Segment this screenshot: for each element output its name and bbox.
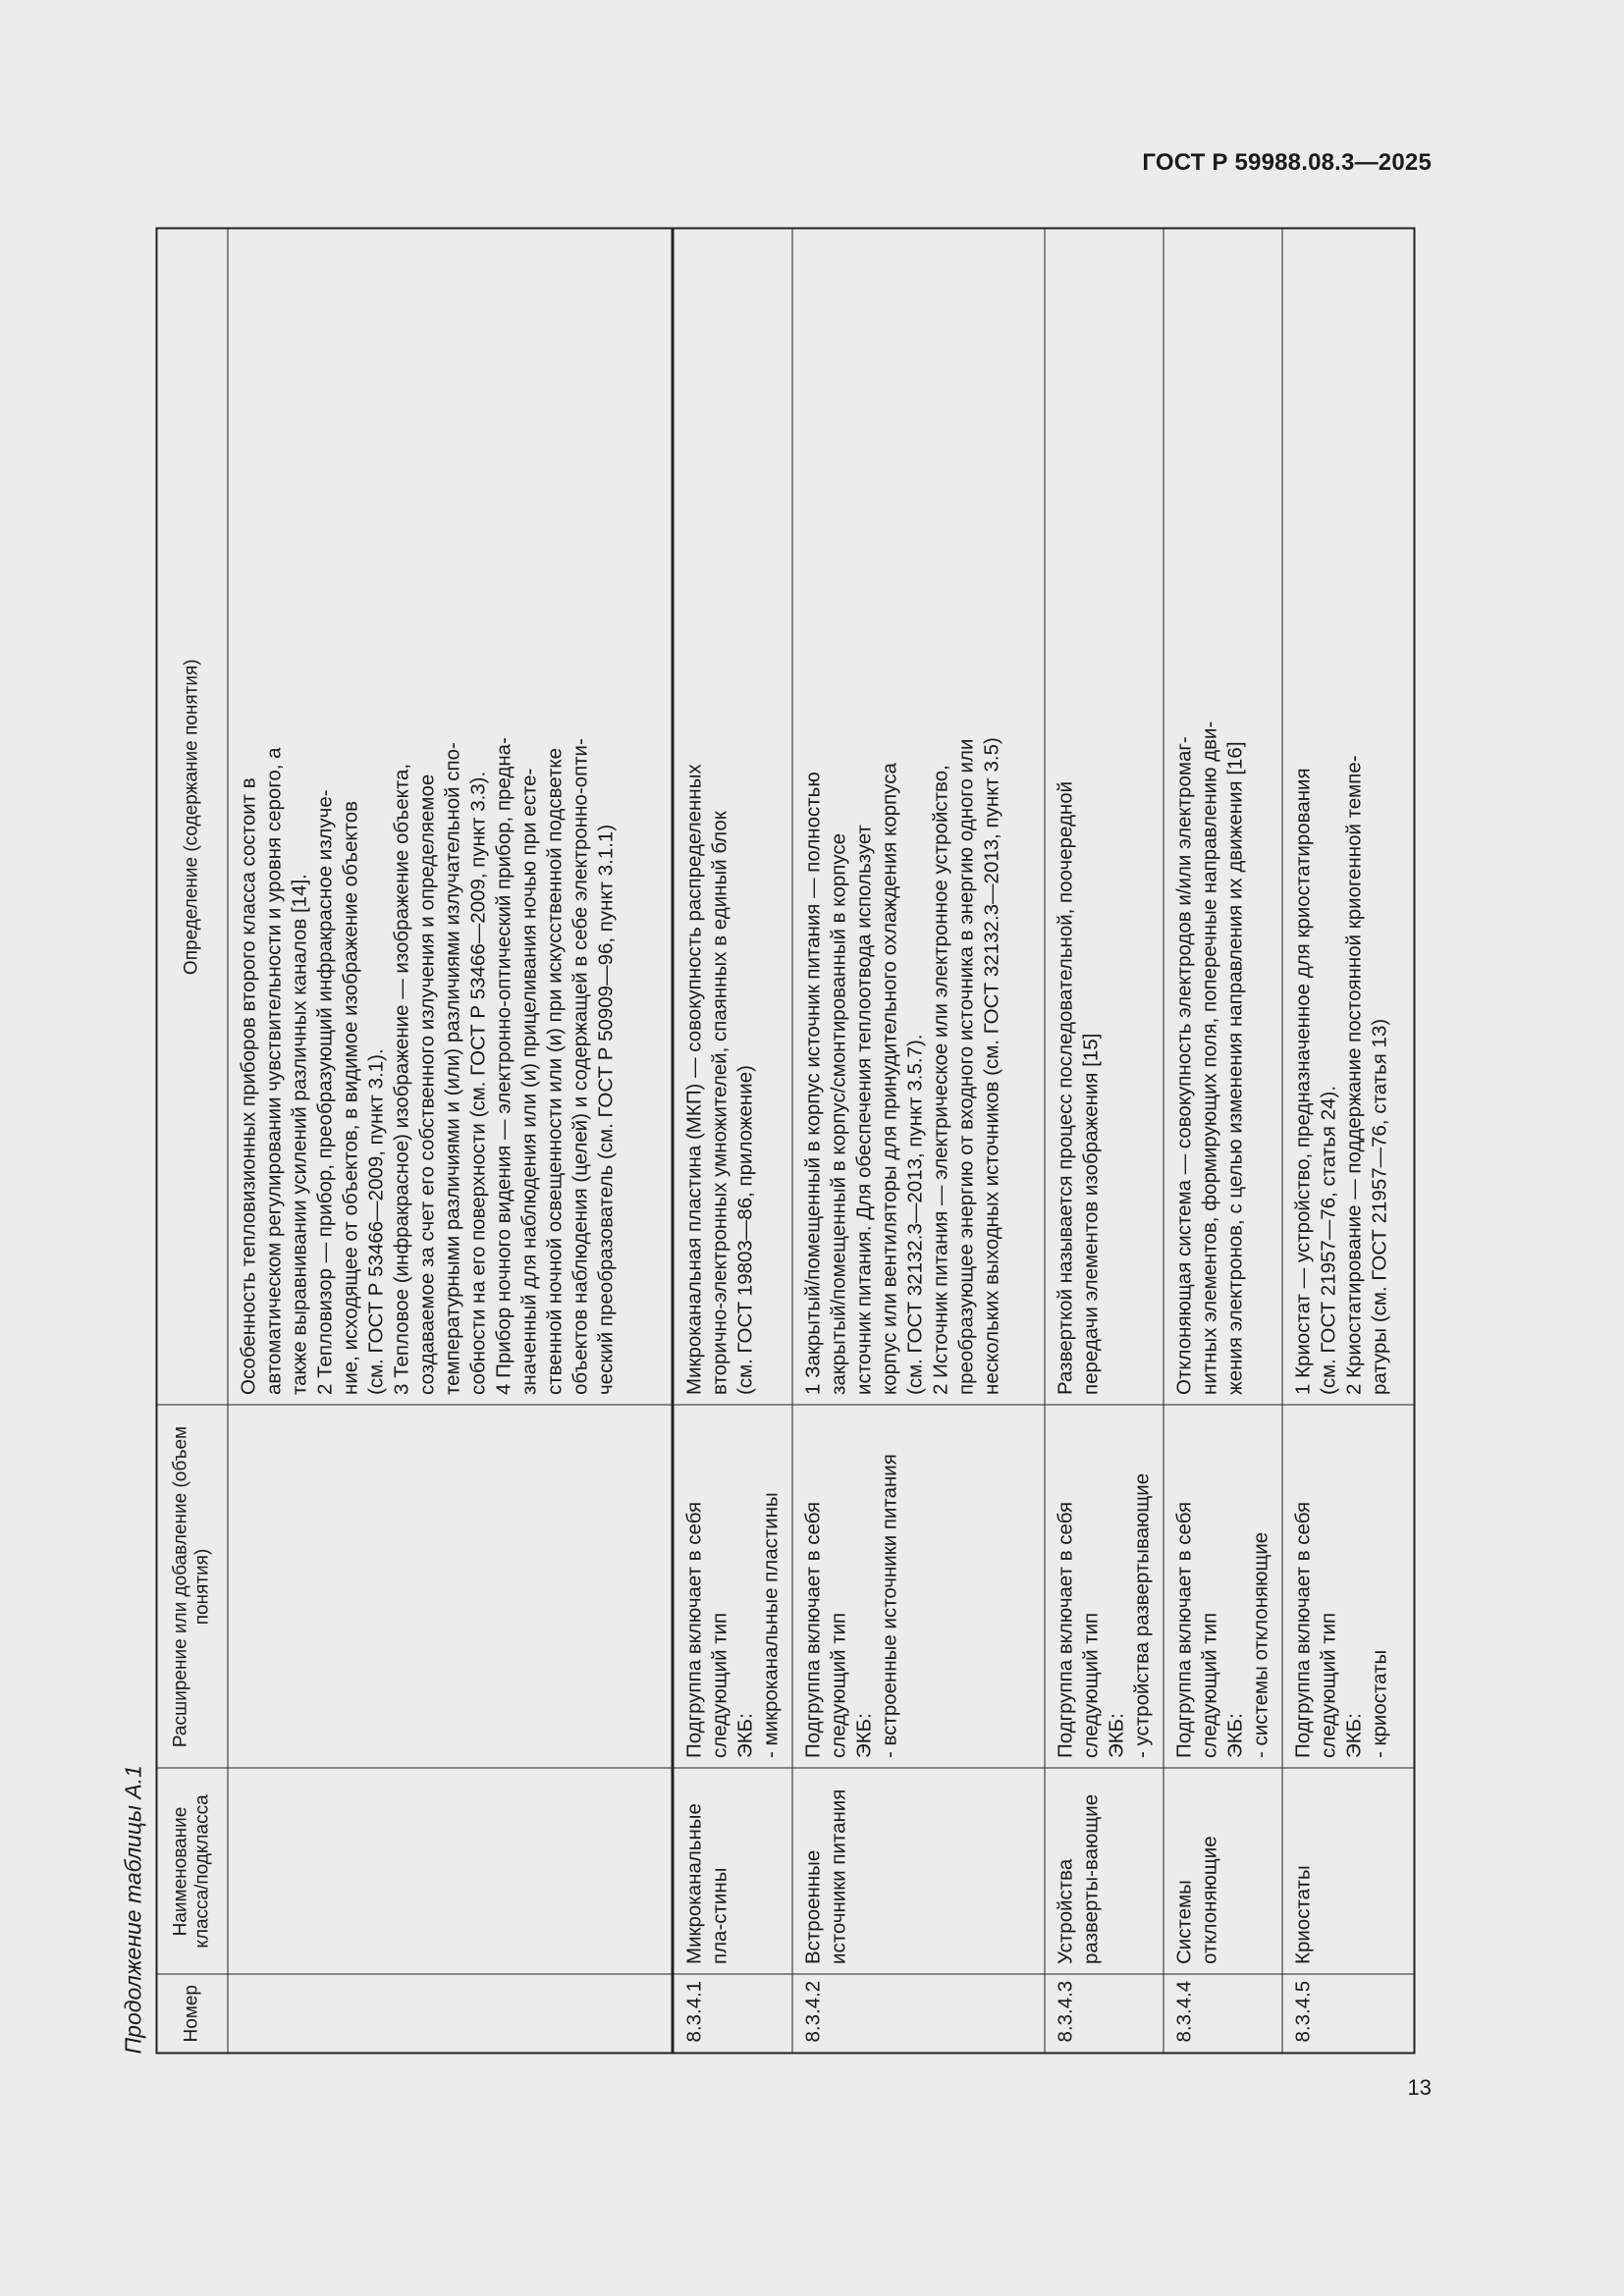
definition-line: ратуры (см. ГОСТ 21957—76, статья 13) xyxy=(1368,1018,1390,1395)
column-header-extension: Расширение или добавление (объем понятия) xyxy=(157,1406,228,1769)
cell-number xyxy=(1045,1975,1164,2054)
page-number: 13 xyxy=(1407,2075,1432,2100)
cell-definition xyxy=(1164,229,1282,1406)
definition-line: температурными различиями и (или) различиями излучательной спо- xyxy=(441,742,463,1395)
row-number: 8.3.4.2 xyxy=(801,1980,824,2043)
extension-line: Подгруппа включает в себя следующий тип xyxy=(1054,1496,1102,1758)
definition-line: 2 Криостатирование — поддержание постоянной криогенной темпе- xyxy=(1342,755,1365,1395)
definition-line: (см. ГОСТ 21957—76, статья 24). xyxy=(1317,1085,1339,1395)
cell-extension xyxy=(228,1406,673,1769)
definition-line: объектов наблюдения (целей) и содержащей в себе электронно-опти- xyxy=(568,738,591,1395)
definition-line: ческий преобразователь (см. ГОСТ Р 50909—96, пункт 3.1.1) xyxy=(594,824,617,1395)
cell-number xyxy=(792,1975,1045,2054)
extension-line: ЭКБ: xyxy=(733,1713,756,1758)
table-caption: Продолжение таблицы А.1 xyxy=(120,1765,146,2055)
cell-number xyxy=(1164,1975,1282,2054)
cell-class-name xyxy=(228,1769,673,1975)
cell-number xyxy=(228,1975,673,2054)
cell-definition xyxy=(792,229,1045,1406)
terms-table xyxy=(156,228,1416,2055)
cell-definition xyxy=(1045,229,1164,1406)
definition-line: закрытый/помещенный в корпус/смонтированный в корпусе xyxy=(827,832,849,1395)
cell-extension xyxy=(1282,1406,1415,1769)
definition-line: Разверткой называется процесс последовательной, поочередной xyxy=(1054,780,1076,1395)
cell-definition xyxy=(673,229,792,1406)
class-name: Системы отклоняющие xyxy=(1172,1836,1220,1964)
row-number: 8.3.4.5 xyxy=(1291,1980,1314,2043)
column-header-number: Номер xyxy=(157,1975,228,2054)
definition-line: 2 Источник питания — электрическое или электронное устройство, xyxy=(929,765,951,1395)
cell-extension xyxy=(1164,1406,1282,1769)
extension-line: Подгруппа включает в себя следующий тип xyxy=(1172,1496,1220,1758)
cell-number xyxy=(1282,1975,1415,2054)
extension-line: - встроенные источники питания xyxy=(878,1454,900,1758)
row-number: 8.3.4.4 xyxy=(1172,1980,1195,2043)
cell-extension xyxy=(1045,1406,1164,1769)
extension-line: Подгруппа включает в себя следующий тип xyxy=(682,1496,731,1758)
table-row xyxy=(792,229,1045,2054)
cell-class-name xyxy=(1164,1769,1282,1975)
definition-line: значенный для наблюдения или (и) прицеливания ночью при есте- xyxy=(517,768,540,1395)
cell-definition xyxy=(1282,229,1415,1406)
rotated-table-block xyxy=(111,230,1407,2055)
definition-line: корпус или вентиляторы для принудительного охлаждения корпуса xyxy=(878,763,900,1395)
table-header-row xyxy=(157,229,228,2054)
extension-line: ЭКБ: xyxy=(1105,1713,1127,1758)
table-row-continued xyxy=(228,229,673,2054)
document-code: ГОСТ Р 59988.08.3—2025 xyxy=(1142,149,1432,176)
definition-line: нитных элементов, формирующих поля, поперечные направлению дви- xyxy=(1198,721,1220,1395)
class-name: Криостаты xyxy=(1291,1865,1314,1964)
cell-extension xyxy=(673,1406,792,1769)
definition-line: (см. ГОСТ Р 53466—2009, пункт 3.1). xyxy=(364,1048,387,1395)
definition-line: (см. ГОСТ 19803—86, приложение) xyxy=(733,1065,756,1395)
definition-line: вторично-электронных умножителей, спаянных в единый блок xyxy=(708,811,731,1395)
extension-line: ЭКБ: xyxy=(1342,1713,1365,1758)
definition-line: Отклоняющая система — совокупность электродов и/или электромаг- xyxy=(1172,736,1195,1395)
definition-line: создаваемое за счет его собственного излучения и определяемое xyxy=(415,774,438,1395)
extension-line: Подгруппа включает в себя следующий тип xyxy=(1291,1496,1339,1758)
extension-line: - криостаты xyxy=(1368,1649,1390,1758)
cell-class-name xyxy=(673,1769,792,1975)
definition-line: собности на его поверхности (см. ГОСТ Р 53466—2009, пункт 3.3). xyxy=(466,771,489,1395)
extension-line: ЭКБ: xyxy=(852,1713,875,1758)
definition-line: 3 Тепловое (инфракрасное) изображение — изображение объекта, xyxy=(390,763,412,1395)
extension-line: ЭКБ: xyxy=(1223,1713,1246,1758)
cell-extension xyxy=(792,1406,1045,1769)
cell-definition xyxy=(228,229,673,1406)
definition-line: 4 Прибор ночного видения — электронно-оптический прибор, предна- xyxy=(492,737,514,1395)
extension-line: - микроканальные пластины xyxy=(759,1492,782,1758)
definition-line: ственной ночной освещенности или (и) при искусственной подсветке xyxy=(543,748,566,1395)
cell-class-name xyxy=(792,1769,1045,1975)
extension-line: - устройства развертывающие xyxy=(1130,1472,1153,1758)
row-number: 8.3.4.1 xyxy=(682,1980,705,2043)
definition-line: Микроканальная пластина (МКП) — совокупность распределенных xyxy=(682,764,705,1395)
definition-line: Особенность тепловизионных приборов второго класса состоит в xyxy=(237,777,259,1395)
definition-line: 2 Тепловизор — прибор, преобразующий инфракрасное излуче- xyxy=(313,789,336,1395)
cell-number xyxy=(673,1975,792,2054)
definition-line: также выравнивании усилений различных каналов [14]. xyxy=(288,874,310,1395)
table-row xyxy=(673,229,792,2054)
definition-line: (см. ГОСТ 32132.3—2013, пункт 3.5.7). xyxy=(903,1034,926,1395)
definition-line: ние, исходящее от объектов, в видимое изображение объектов xyxy=(339,801,361,1395)
table-row xyxy=(1282,229,1415,2054)
extension-line: Подгруппа включает в себя следующий тип xyxy=(801,1496,849,1758)
extension-line: - системы отклоняющие xyxy=(1249,1531,1272,1758)
cell-class-name xyxy=(1282,1769,1415,1975)
definition-line: преобразующее энергию от входного источника в энергию одного или xyxy=(954,738,977,1395)
table-row xyxy=(1164,229,1282,2054)
class-name: Встроенные источники питания xyxy=(801,1789,849,1964)
cell-class-name xyxy=(1045,1769,1164,1975)
row-number: 8.3.4.3 xyxy=(1054,1980,1076,2043)
definition-line: нескольких выходных источников (см. ГОСТ 32132.3—2013, пункт 3.5) xyxy=(980,737,1002,1395)
table-row xyxy=(1045,229,1164,2054)
class-name: Микроканальные пла-стины xyxy=(682,1803,731,1964)
column-header-definition: Определение (содержание понятия) xyxy=(157,229,228,1406)
definition-line: 1 Криостат — устройство, предназначенное для криостатирования xyxy=(1291,768,1314,1395)
definition-line: источник питания. Для обеспечения теплоотвода использует xyxy=(852,825,875,1395)
column-header-name: Наименование класса/подкласса xyxy=(157,1769,228,1975)
class-name: Устройства разверты-вающие xyxy=(1054,1793,1102,1964)
definition-line: 1 Закрытый/помещенный в корпус источник питания — полностью xyxy=(801,772,824,1395)
definition-line: автоматическом регулировании чувствительности и уровня серого, а xyxy=(262,747,285,1395)
definition-line: жения электронов, с целью изменения направления их движения [16] xyxy=(1223,741,1246,1395)
definition-line: передачи элементов изображения [15] xyxy=(1079,1033,1102,1395)
